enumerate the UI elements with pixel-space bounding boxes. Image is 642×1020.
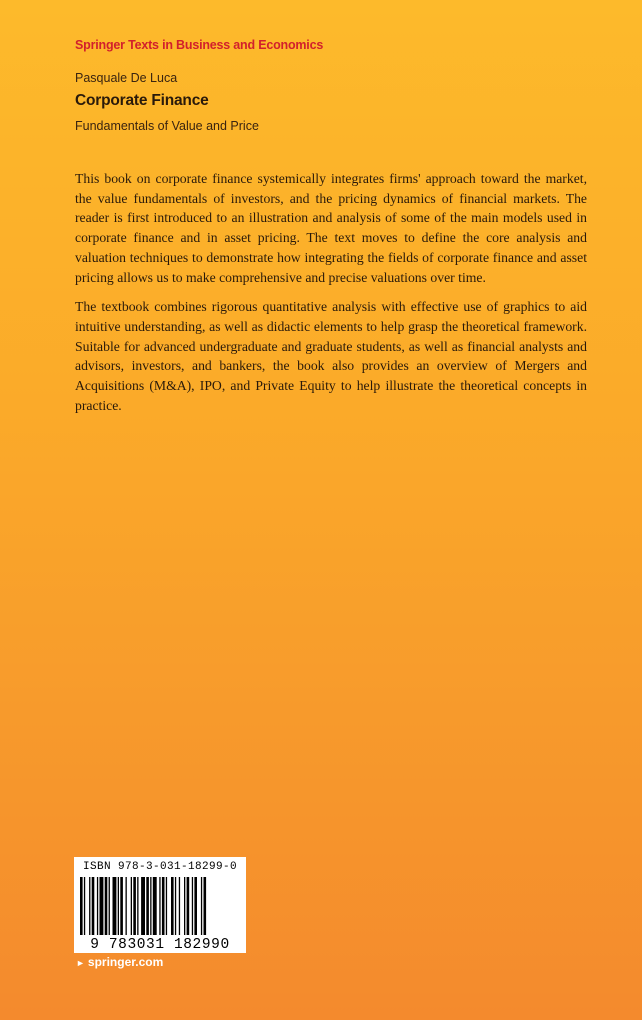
book-subtitle: Fundamentals of Value and Price bbox=[75, 119, 259, 133]
description-paragraph-2: The textbook combines rigorous quantitative analysis with effective use of graphics to aid intuitive understanding, as well as didactic elements to help grasp the theoretical framework. Suitable for advanced undergraduate and graduate students, as well as financial analysts and advisors, investors, and bankers, the book also provides an overview of Mergers and Acquisitions (M&A), IPO, and Private Equity to help illustrate the theoretical concepts in practice. bbox=[75, 299, 587, 413]
arrow-icon: ► bbox=[76, 958, 85, 968]
barcode-bars bbox=[80, 877, 240, 937]
website-link[interactable] bbox=[76, 955, 163, 969]
series-name: Springer Texts in Business and Economics bbox=[75, 38, 324, 52]
book-title: Corporate Finance bbox=[75, 92, 209, 109]
book-description bbox=[75, 169, 587, 425]
description-paragraph-1: This book on corporate finance systemically integrates firms' approach toward the market, the value fundamentals of investors, and the pricing dynamics of financial markets. The reader is first introduced to an illustration and analysis of some of the main models used in corporate finance and in asset pricing. The text moves to define the core analysis and valuation techniques to demonstrate how integrating the fields of corporate finance and asset pricing allows us to make comprehensive and precise valuations over time. bbox=[75, 171, 587, 285]
website-text: springer.com bbox=[87, 955, 164, 969]
isbn-label: ISBN 978-3-031-18299-0 bbox=[82, 861, 238, 873]
barcode-digits: 9 783031 182990 bbox=[90, 937, 230, 953]
author-name: Pasquale De Luca bbox=[75, 71, 178, 85]
isbn-barcode bbox=[74, 857, 246, 953]
